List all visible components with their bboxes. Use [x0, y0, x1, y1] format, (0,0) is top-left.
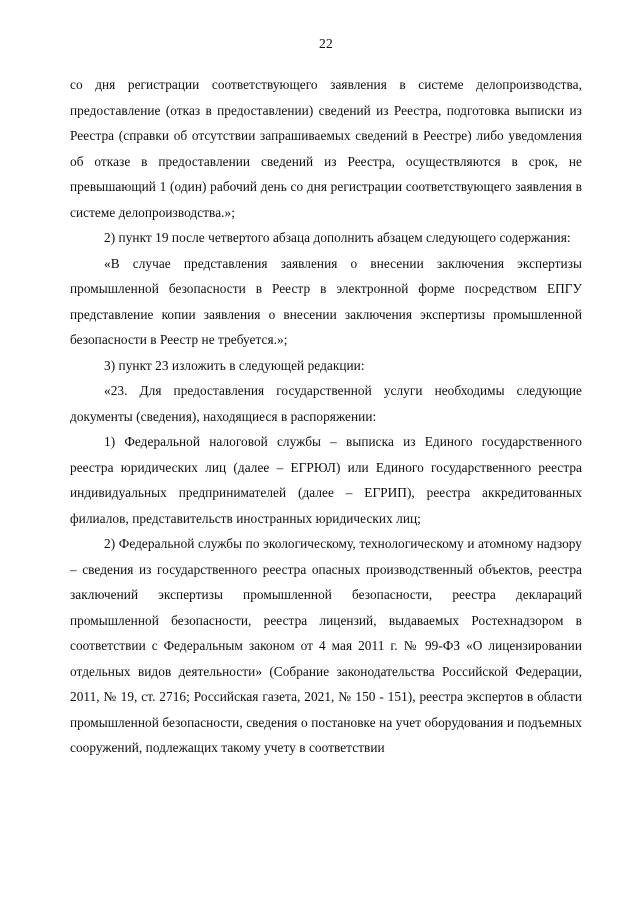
page-number: 22	[319, 36, 333, 51]
paragraph-clause-23: «23. Для предоставления государственной услуги необходимы следующие документы (сведения), находящиеся в распоряжении:	[70, 383, 582, 424]
paragraph-continuation: со дня регистрации соответствующего заявления в системе делопроизводства, предоставление (отказ в предоставлении) сведений из Реестра, подготовка выписки из Реестра (справки об отсутствии запрашиваемых сведений в Реестре) либо уведомления об отказе в предоставлении сведений из Реестра, осуществляются в срок, не превышающий 1 (один) рабочий день со дня регистрации соответствующего заявления в системе делопроизводства.»;	[70, 77, 582, 220]
paragraph-subitem-1: 1) Федеральной налоговой службы – выписка из Единого государственного реестра юридических лиц (далее – ЕГРЮЛ) или Единого государственного реестра индивидуальных предпринимателей (далее – ЕГРИП), реестра аккредитованных филиалов, представительств иностранных юридических лиц;	[70, 434, 582, 526]
paragraph-quote-epgu: «В случае представления заявления о внесении заключения экспертизы промышленной безопасности в Реестр в электронной форме посредством ЕПГУ представление копии заявления о внесении заключения экспертизы промышленной безопасности в Реестр не требуется.»;	[70, 255, 582, 347]
paragraph-item-3: 3) пункт 23 изложить в следующей редакции:	[104, 357, 365, 373]
paragraph-item-2: 2) пункт 19 после четвертого абзаца дополнить абзацем следующего содержания:	[104, 230, 571, 245]
paragraph-subitem-2: 2) Федеральной службы по экологическому, технологическому и атомному надзору – сведения из государственного реестра опасных производственный объектов, реестра заключений экспертизы промышленной безопасности, реестра деклараций промышленной безопасности, реестра лицензий, выдаваемых Ростехнадзором в соответствии с Федеральным законом от 4 мая 2011 г. № 99-ФЗ «О лицензировании отдельных видов деятельности» (Собрание законодательства Российской Федерации, 2011, № 19, ст. 2716; Российская газета, 2021, № 150 - 151), реестра экспертов в области промышленной безопасности, сведения о постановке на учет оборудования и подъемных сооружений, подлежащих такому учету в соответствии	[70, 536, 582, 755]
document-body	[70, 72, 582, 761]
